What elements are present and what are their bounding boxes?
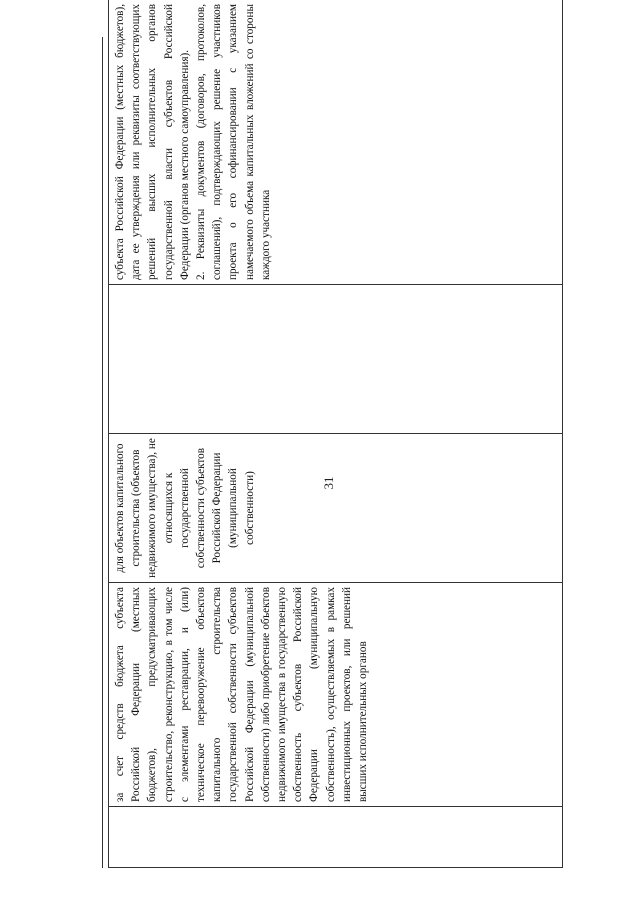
table-left-edge xyxy=(102,37,103,868)
table-cell-empty xyxy=(109,285,563,434)
documents-text: субъекта Российской Федерации (местных бюджетов), дата ее утверждения или реквизиты соответствующих решений высших исполнительных органов государственной власти субъектов Российской Федерации (органов местного самоуправления). 2. Реквизиты документов (договоров, протоколов, соглашений), подтверждающих решение участников проекта о его софинансировании с указанием намечаемого объема капитальных вложений со стороны каждого участника xyxy=(114,4,272,280)
table-cell-purpose xyxy=(109,434,563,583)
purpose-text: для объектов капитального строительства (объектов недвижимого имущества), не относящихся к государственной собственности субъектов Российской Федерации (муниципальной собственности) xyxy=(114,438,256,578)
table-row xyxy=(109,0,563,868)
requirements-table xyxy=(108,0,563,868)
page-number: 31 xyxy=(321,476,336,490)
funding-source-text: за счет средств бюджета субъекта Российской Федерации (местных бюджетов), предусматривающих строительство, реконструкцию, в том числе с элементами реставрации, и (или) техническое перевооружение объектов капитального строительства государственной собственности субъектов Российской Федерации (муниципальной собственности) либо приобретение объектов недвижимого имущества в государственную собственность субъектов Российской Федерации (муниципальную собственность), осуществляемых в рамках инвестиционных проектов, или решений высших исполнительных органов xyxy=(114,587,370,802)
table-cell-funding-source xyxy=(109,583,563,807)
rotated-table-wrapper xyxy=(108,4,563,868)
table-cell-documents xyxy=(109,0,563,285)
table-cell-blank-left xyxy=(109,807,563,868)
